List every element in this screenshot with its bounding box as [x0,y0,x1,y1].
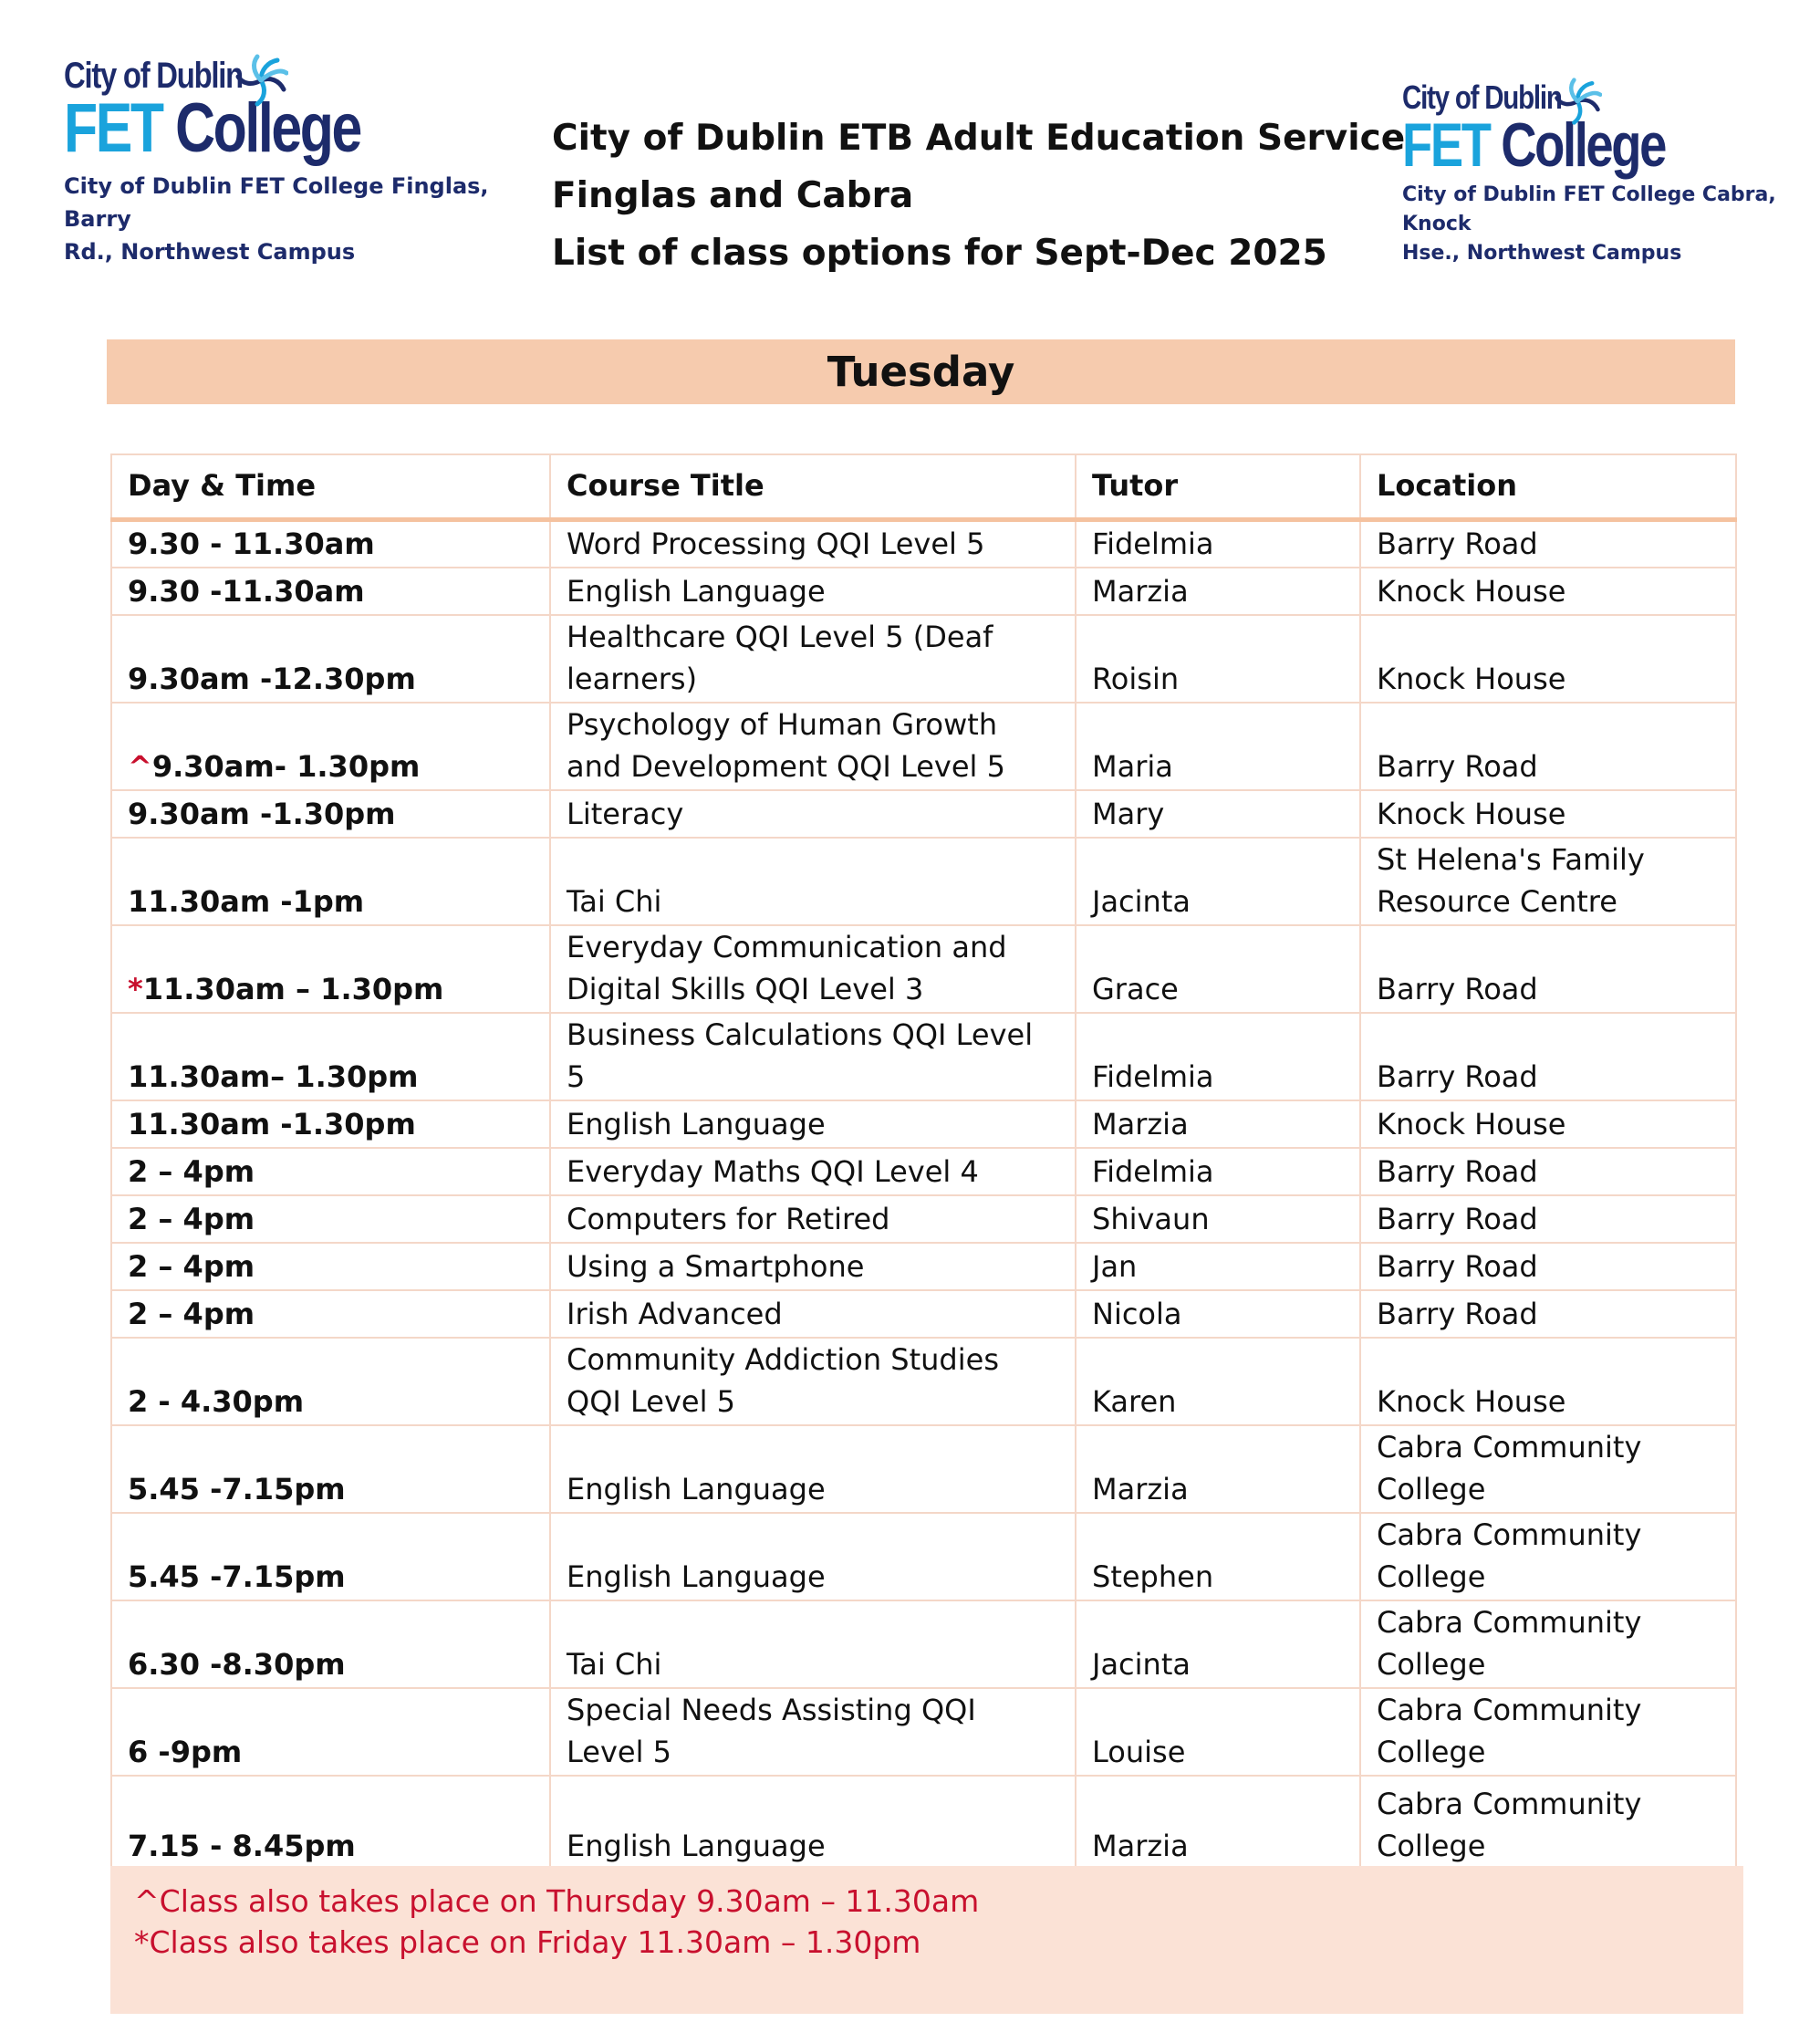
cell-course: English Language [550,1776,1076,1870]
time-text: 2 – 4pm [128,1296,255,1331]
time-text: 11.30am – 1.30pm [142,971,444,1006]
cell-location: Barry Road [1360,520,1736,568]
header-term: List of class options for Sept-Dec 2025 [552,233,1327,274]
time-text: 7.15 - 8.45pm [128,1828,356,1863]
cell-course: Word Processing QQI Level 5 [550,520,1076,568]
cell-course: English Language [550,1513,1076,1600]
logo-college-word: College [175,89,360,167]
cell-course: Business Calculations QQI Level 5 [550,1013,1076,1100]
footnote-mark: ^ [128,748,152,784]
time-text: 11.30am– 1.30pm [128,1058,419,1094]
page-header [552,109,1405,282]
cell-time [111,1776,550,1870]
table-row [111,1148,1736,1195]
time-text: 9.30am- 1.30pm [151,748,421,784]
cell-location: St Helena's Family Resource Centre [1360,838,1736,925]
cell-location: Knock House [1360,790,1736,838]
time-text: 6 -9pm [128,1734,243,1769]
day-banner: Tuesday [107,339,1735,404]
table-row [111,1100,1736,1148]
column-header-tutor: Tutor [1076,454,1360,520]
table-row [111,1338,1736,1425]
time-text: 5.45 -7.15pm [128,1558,346,1594]
column-header-location: Location [1360,454,1736,520]
cell-time [111,1338,550,1425]
logo-subtitle-line1: City of Dublin FET College Finglas, Barry [64,173,489,232]
cell-tutor: Marzia [1076,1425,1360,1513]
cell-tutor: Fidelmia [1076,520,1360,568]
table-row [111,838,1736,925]
time-text: 9.30am -1.30pm [128,796,396,831]
cell-tutor: Jacinta [1076,1600,1360,1688]
cell-course: Psychology of Human Growth and Development QQI Level 5 [550,703,1076,790]
cell-time [111,838,550,925]
cell-tutor: Jan [1076,1243,1360,1290]
logo-finglas [64,57,520,268]
cell-tutor: Shivaun [1076,1195,1360,1243]
note-friday: *Class also takes place on Friday 11.30am – 1.30pm [134,1924,921,1960]
cell-tutor: Marzia [1076,1100,1360,1148]
table-row [111,1243,1736,1290]
cell-location: Knock House [1360,1100,1736,1148]
table-row [111,1195,1736,1243]
cell-course: English Language [550,568,1076,615]
logo-subtitle [64,170,520,268]
cell-location: Cabra Community College [1360,1776,1736,1870]
cell-time [111,615,550,703]
schedule-body [111,520,1736,1870]
table-row [111,1513,1736,1600]
logo-college-word: College [1501,110,1665,180]
table-row [111,568,1736,615]
cell-course: Computers for Retired [550,1195,1076,1243]
cell-time [111,1148,550,1195]
time-text: 6.30 -8.30pm [128,1646,346,1682]
cell-tutor: Maria [1076,703,1360,790]
logo-mark [1402,78,1804,180]
swirl-logo-icon [234,53,288,108]
notes-box [110,1866,1743,2014]
cell-time [111,1100,550,1148]
time-text: 9.30am -12.30pm [128,661,416,696]
cell-tutor: Louise [1076,1688,1360,1776]
cell-time [111,1290,550,1338]
cell-course: Everyday Communication and Digital Skills QQI Level 3 [550,925,1076,1013]
table-header-row [111,454,1736,520]
cell-course: Irish Advanced [550,1290,1076,1338]
cell-course: Literacy [550,790,1076,838]
table-row [111,1013,1736,1100]
footnote-mark: * [128,971,143,1006]
table-row [111,1688,1736,1776]
cell-location: Cabra Community College [1360,1425,1736,1513]
cell-course: Healthcare QQI Level 5 (Deaf learners) [550,615,1076,703]
cell-course: Community Addiction Studies QQI Level 5 [550,1338,1076,1425]
time-text: 5.45 -7.15pm [128,1471,346,1506]
cell-course: English Language [550,1425,1076,1513]
cell-location: Cabra Community College [1360,1600,1736,1688]
time-text: 2 – 4pm [128,1201,255,1236]
cell-location: Knock House [1360,568,1736,615]
cell-tutor: Fidelmia [1076,1013,1360,1100]
cell-time [111,520,550,568]
cell-time [111,790,550,838]
cell-time [111,1195,550,1243]
cell-course: Tai Chi [550,1600,1076,1688]
logo-subtitle-line1: City of Dublin FET College Cabra, Knock [1402,183,1776,235]
table-row [111,703,1736,790]
cell-location: Barry Road [1360,703,1736,790]
cell-time [111,1243,550,1290]
logo-fet-word: FET [64,89,162,167]
cell-location: Barry Road [1360,1195,1736,1243]
cell-tutor: Marzia [1076,1776,1360,1870]
cell-location: Barry Road [1360,1013,1736,1100]
cell-course: Using a Smartphone [550,1243,1076,1290]
logo-fet-word: FET [1402,110,1490,180]
swirl-logo-icon [1553,77,1602,126]
cell-tutor: Mary [1076,790,1360,838]
cell-tutor: Grace [1076,925,1360,1013]
header-title: City of Dublin ETB Adult Education Service [552,118,1406,159]
cell-tutor: Stephen [1076,1513,1360,1600]
table-row [111,1290,1736,1338]
cell-time [111,568,550,615]
logo-subtitle-line2: Hse., Northwest Campus [1402,242,1682,265]
table-row [111,790,1736,838]
cell-location: Barry Road [1360,1290,1736,1338]
cell-course: English Language [550,1100,1076,1148]
schedule-table [110,453,1737,1871]
time-text: 2 – 4pm [128,1248,255,1284]
column-header-time: Day & Time [111,454,550,520]
time-text: 2 – 4pm [128,1153,255,1189]
time-text: 11.30am -1pm [128,883,365,919]
time-text: 9.30 - 11.30am [128,526,375,561]
cell-location: Cabra Community College [1360,1513,1736,1600]
table-row [111,615,1736,703]
cell-location: Barry Road [1360,925,1736,1013]
cell-course: Tai Chi [550,838,1076,925]
cell-location: Barry Road [1360,1148,1736,1195]
logo-subtitle-line2: Rd., Northwest Campus [64,239,356,265]
logo-subtitle [1402,181,1804,268]
column-header-course: Course Title [550,454,1076,520]
cell-time [111,703,550,790]
logo-mark [64,56,520,167]
table-row [111,925,1736,1013]
time-text: 2 - 4.30pm [128,1383,305,1419]
cell-location: Barry Road [1360,1243,1736,1290]
note-thursday: ^Class also takes place on Thursday 9.30am – 11.30am [134,1883,980,1919]
cell-location: Knock House [1360,1338,1736,1425]
time-text: 11.30am -1.30pm [128,1106,416,1141]
header-subtitle: Finglas and Cabra [552,175,914,216]
cell-course: Everyday Maths QQI Level 4 [550,1148,1076,1195]
time-text: 9.30 -11.30am [128,573,365,609]
logo-city-text: City of Dublin [1402,78,1562,116]
cell-tutor: Karen [1076,1338,1360,1425]
cell-course: Special Needs Assisting QQI Level 5 [550,1688,1076,1776]
cell-tutor: Jacinta [1076,838,1360,925]
cell-tutor: Fidelmia [1076,1148,1360,1195]
cell-time [111,1688,550,1776]
table-row [111,1600,1736,1688]
cell-time [111,1513,550,1600]
logo-cabra [1402,80,1804,268]
cell-time [111,1013,550,1100]
table-row [111,1776,1736,1870]
logo-city-text: City of Dublin [64,56,243,96]
cell-location: Cabra Community College [1360,1688,1736,1776]
cell-tutor: Marzia [1076,568,1360,615]
cell-time [111,1425,550,1513]
cell-time [111,1600,550,1688]
cell-tutor: Nicola [1076,1290,1360,1338]
cell-tutor: Roisin [1076,615,1360,703]
cell-location: Knock House [1360,615,1736,703]
table-row [111,1425,1736,1513]
cell-time [111,925,550,1013]
table-row [111,520,1736,568]
